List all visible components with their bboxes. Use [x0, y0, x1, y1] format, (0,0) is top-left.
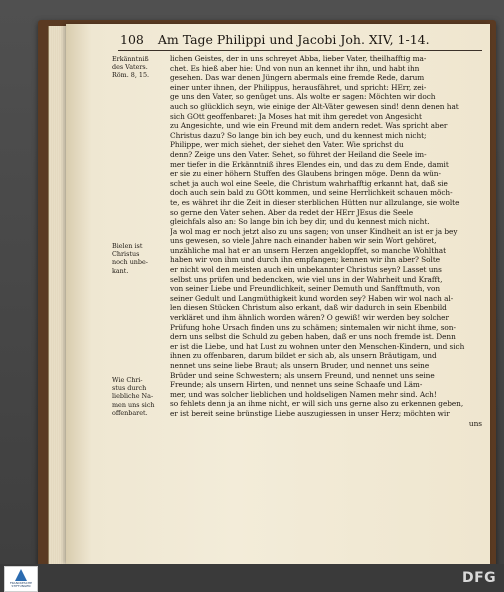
margin-note-line: Erkänntniß [112, 55, 149, 63]
body-line: so gerne den Vater sehen. Aber da redet der HErr JEsus die Seele [170, 207, 414, 217]
running-title: Am Tage Philippi und Jacobi Joh. XIV, 1-14. [157, 32, 430, 47]
page-number: 108 [120, 32, 144, 47]
viewer-footer [0, 564, 504, 592]
body-line: gesehen. Das war denen Jüngern abermals eine fremde Rede, darum [170, 73, 425, 83]
margin-note-line: des Vaters. [112, 63, 148, 72]
margin-note-line: kant. [112, 266, 129, 275]
body-line: nennet uns seine liebe Braut; als unsern Bruder, und nennet uns seine [170, 361, 430, 370]
body-line: haben wir von ihm und durch ihn empfangen; kennen wir ihn aber? Solte [170, 255, 441, 265]
body-line: Freunde; als unsern Hirten, und nennet uns seine Schaafe und Läm- [170, 380, 423, 390]
body-line: selbst uns prüfen und bedencken, wie viel uns in der Wahrheit und Krafft, [170, 274, 443, 284]
header-rule [118, 50, 482, 51]
body-line: unzähliche mal hat er an unsern Herzen angeklopffet, so manche Wohlthat [170, 245, 447, 255]
margin-note-erkaenntniss [112, 55, 158, 80]
body-line: denn? Zeige uns den Vater. Sehet, so führet der Heiland die Seele im- [170, 149, 427, 159]
margin-note-line: Christus [112, 250, 140, 259]
body-line: doch auch sein bald zu GOtt kommen, und seine Herrlichkeit schauen möch- [170, 188, 453, 198]
page-header [120, 32, 480, 48]
body-line: Brüder und seine Schwestern; als unsern Freund, und nennet uns seine [170, 370, 435, 380]
body-line: sich GOtt geoffenbaret: Ja Moses hat mit ihm geredet von Angesicht [170, 111, 422, 121]
margin-note-line: men uns sich [112, 400, 155, 409]
body-line: len diesen Stücken Christum also erkant, daß wir dadurch in sein Ebenbild [170, 303, 447, 313]
book-page [66, 24, 490, 564]
body-line: Ja wol mag er noch jetzt also zu uns sagen; von unser Kindheit an ist er ja bey [170, 226, 458, 236]
body-text [170, 54, 482, 428]
body-line: ge uns den Vater, so genüget uns. Als wolte er sagen: Möchten wir doch [170, 92, 436, 102]
body-line: er ist die Liebe, und hat Lust zu wohnen unter den Menschen-Kindern, und sich [170, 341, 465, 351]
body-line: so fehlets denn ja an ihme nicht, er will sich uns gerne also zu erkennen geben, [170, 399, 464, 409]
margin-note-line: Wie Chri- [112, 376, 143, 384]
body-line: lichen Geistes, der in uns schreyet Abba, lieber Vater, theilhafftig ma- [170, 54, 427, 63]
library-logo[interactable] [4, 566, 38, 592]
margin-note-line: Bielen ist [112, 242, 143, 250]
margin-note-line: Röm. 8, 15. [112, 71, 150, 80]
library-emblem-icon [15, 569, 27, 581]
margin-note-line: offenbaret. [112, 408, 148, 417]
body-line: Prüfung hohe Ursach finden uns zu schämen; sintemalen wir nicht ihme, son- [170, 322, 456, 332]
body-line: seiner Gedult und Langmüthigkeit kund worden sey? Haben wir wol nach al- [170, 293, 454, 303]
body-line: Philippe, wer mich siehet, der siehet den Vater. Wie sprichst du [170, 140, 404, 150]
body-line: verkläret und ihm ähnlich worden wären? O gewiß! wir werden bey solcher [170, 313, 449, 323]
margin-note-namen [112, 376, 158, 417]
body-line: er sie zu einer höhern Stuffen des Glaubens bringen möge. Denn da wün- [170, 169, 441, 179]
dfg-logo[interactable]: DFG [462, 570, 497, 586]
margin-note-line: stus durch [112, 384, 147, 393]
body-line: gleichfals also an: So lange bin ich bey dir, und du kennest mich nicht. [170, 217, 430, 227]
body-line: auch so glücklich seyn, wie einige der Alt-Väter gewesen sind! denn denen hat [170, 101, 459, 111]
catchword: uns [468, 418, 482, 428]
body-line: chet. Es hieß aber hie: Und von nun an kennet ihr ihn, und habt ihn [170, 63, 420, 73]
margin-note-line: liebliche Na- [112, 392, 154, 401]
body-line: mer tiefer in die Erkänntniß ihres Elendes ein, und das zu dem Ende, damit [170, 159, 449, 169]
body-line: einer unter ihnen, der Philippus, herausfähret, und spricht: HErr, zei- [170, 82, 427, 92]
body-line: Christus dazu? So lange bin ich bey euch, und du kennest mich nicht; [170, 130, 427, 140]
margin-note-line: noch unbe- [112, 258, 148, 267]
body-line: er ist bereit seine brünstige Liebe auszugiessen in unser Herz; möchten wir [170, 408, 450, 418]
body-line: er nicht wol den meisten auch ein unbekannter Christus seyn? Lasset uns [170, 265, 442, 275]
body-line: ihnen zu offenbaren, darum bildet er sich ab, als unsern Bräutigam, und [170, 351, 437, 361]
body-line: zu Angesichte, und wie ein Freund mit dem andern redet. Was spricht aber [170, 121, 448, 131]
body-line: uns gewesen, so viele Jahre nach einander haben wir sein Wort gehöret, [170, 236, 437, 246]
body-line: dern uns selbst die Schuld zu geben haben, daß er uns noch fremde ist. Denn [170, 332, 456, 342]
body-line: te, es währet ihr die Zeit in dieser sterblichen Hütten nur allzulange, sie wolte [170, 197, 460, 207]
margin-note-unbekannt [112, 242, 158, 275]
body-line: schet ja auch wol eine Seele, die Christum wahrhafftig erkannt hat, daß sie [170, 178, 448, 188]
library-logo-text: FRANCKESCHE STIFTUNGEN [9, 581, 33, 589]
body-line: von seiner Liebe und Freundlichkeit, seiner Demuth und Sanfftmuth, von [170, 284, 441, 294]
body-line: mer, und was solcher lieblichen und holdseligen Namen mehr sind. Ach! [170, 389, 437, 399]
